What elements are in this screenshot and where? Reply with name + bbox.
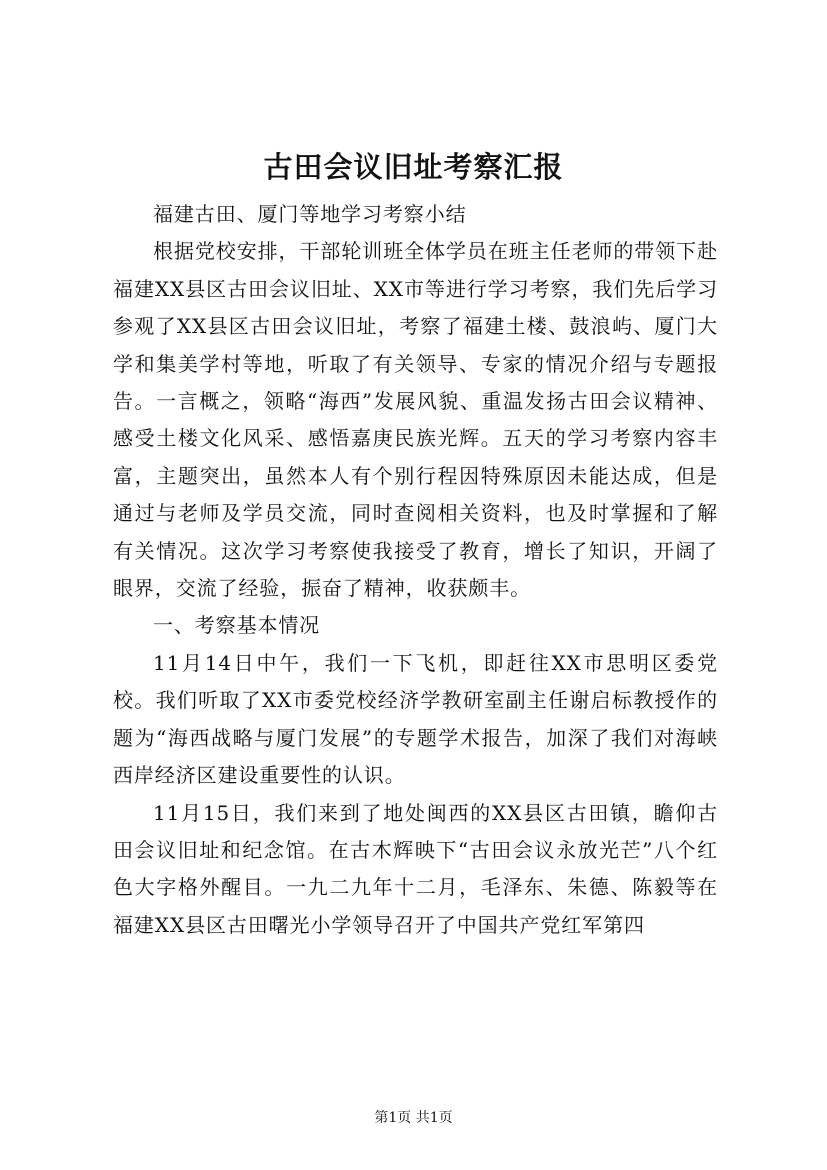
section-heading: 一、考察基本情况: [153, 613, 321, 638]
intro-paragraph: 根据党校安排，干部轮训班全体学员在班主任老师的带领下赴福建XX县区古田会议旧址、XX市等进行学习考察，我们先后学习参观了XX县区古田会议旧址，考察了福建土楼、鼓浪屿、厦门大学和集美学村等地，听取了有关领导、专家的情况介绍与专题报告。一言概之，领略“海西”发展风貌、重温发扬古田会议精神、感受土楼文化风采、感悟嘉庚民族光辉。五天的学习考察内容丰富，主题突出，虽然本人有个别行程因特殊原因未能达成，但是通过与老师及学员交流，同时查阅相关资料，也及时掌握和了解有关情况。这次学习考察使我接受了教育，增长了知识，开阔了眼界，交流了经验，振奋了精神，收获颇丰。: [113, 239, 718, 601]
body-paragraph: 11月14日中午，我们一下飞机，即赶往XX市思明区委党校。我们听取了XX市委党校经济学教研室副主任谢启标教授作的题为“海西战略与厦门发展”的专题学术报告，加深了我们对海峡西岸经济区建设重要性的认识。: [113, 650, 718, 788]
body-paragraph: 11月15日，我们来到了地处闽西的XX县区古田镇，瞻仰古田会议旧址和纪念馆。在古木辉映下“古田会议永放光芒”八个红色大字格外醒目。一九二九年十二月，毛泽东、朱德、陈毅等在福建XX县区古田曙光小学领导召开了中国共产党红军第四: [113, 800, 718, 937]
document-body: [113, 196, 718, 944]
document-title: 古田会议旧址考察汇报: [263, 150, 564, 184]
subtitle-paragraph: 福建古田、厦门等地学习考察小结: [153, 202, 467, 226]
page-number-footer: 第1页 共1页: [374, 1110, 453, 1126]
